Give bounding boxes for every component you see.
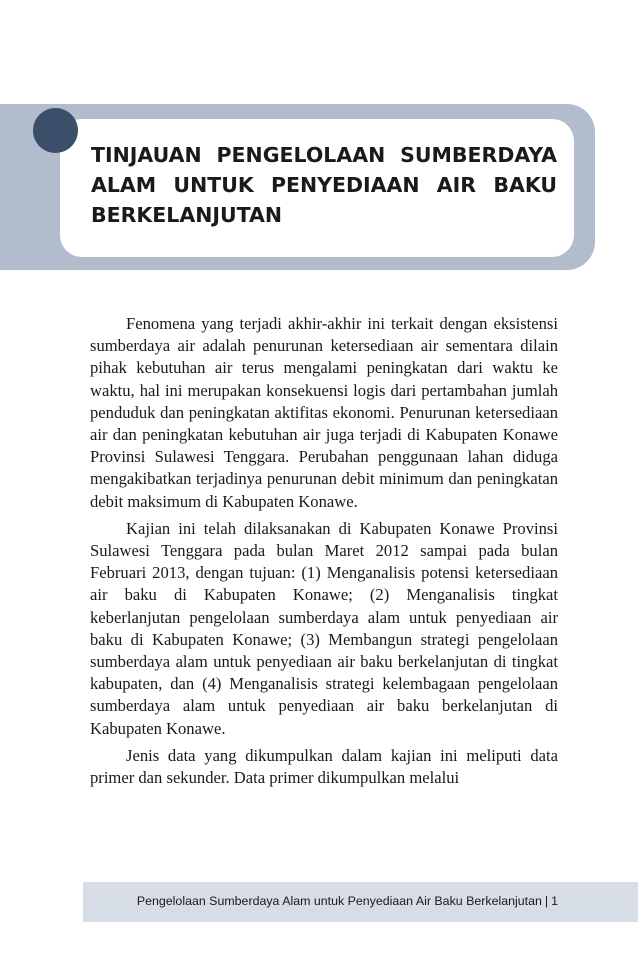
paragraph: Fenomena yang terjadi akhir-akhir ini terkait dengan eksistensi sumberdaya air adalah penurunan ketersediaan air sementara dilain pihak kebutuhan air terus mengalami peningkatan dari waktu ke waktu, hal ini merupakan konsekuensi logis dari pertambahan jumlah penduduk dan peningkatan aktifitas ekonomi. Penurunan ketersediaan air dan peningkatan kebutuhan air juga terjadi di Kabupaten Konawe Provinsi Sulawesi Tenggara. Perubahan penggunaan lahan diduga mengakibatkan terjadinya penurunan debit minimum dan peningkatan debit maksimum di Kabupaten Konawe. [90,314,558,511]
footer-separator: | [544,894,549,908]
paragraph: Jenis data yang dikumpulkan dalam kajian ini meliputi data primer dan sekunder. Data primer dikumpulkan melalui [90,745,558,788]
body-text [90,313,558,794]
paragraph: Kajian ini telah dilaksanakan di Kabupaten Konawe Provinsi Sulawesi Tenggara pada bulan Maret 2012 sampai pada bulan Februari 2013, dengan tujuan: (1) Menganalisis potensi ketersediaan air baku di Kabupaten Konawe; (2) Menganalisis tingkat keberlanjutan pengelolaan sumberdaya alam untuk penyediaan air baku di Kabupaten Konawe; (3) Membangun strategi pengelolaan sumberdaya alam untuk penyediaan air baku berkelanjutan di tingkat kabupaten, dan (4) Menganalisis strategi kelembagaan pengelolaan sumberdaya alam untuk penyediaan air baku berkelanjutan di Kabupaten Konawe. [90,518,558,738]
chapter-title: TINJAUAN PENGELOLAAN SUMBERDAYA ALAM UNTUK PENYEDIAAN AIR BAKU BERKELANJUTAN [91,143,557,227]
page-number: 1 [551,894,558,908]
running-title: Pengelolaan Sumberdaya Alam untuk Penyediaan Air Baku Berkelanjutan [136,894,542,908]
page-footer [83,882,638,922]
circle-ornament-icon [33,108,78,153]
footer-line [83,894,638,908]
